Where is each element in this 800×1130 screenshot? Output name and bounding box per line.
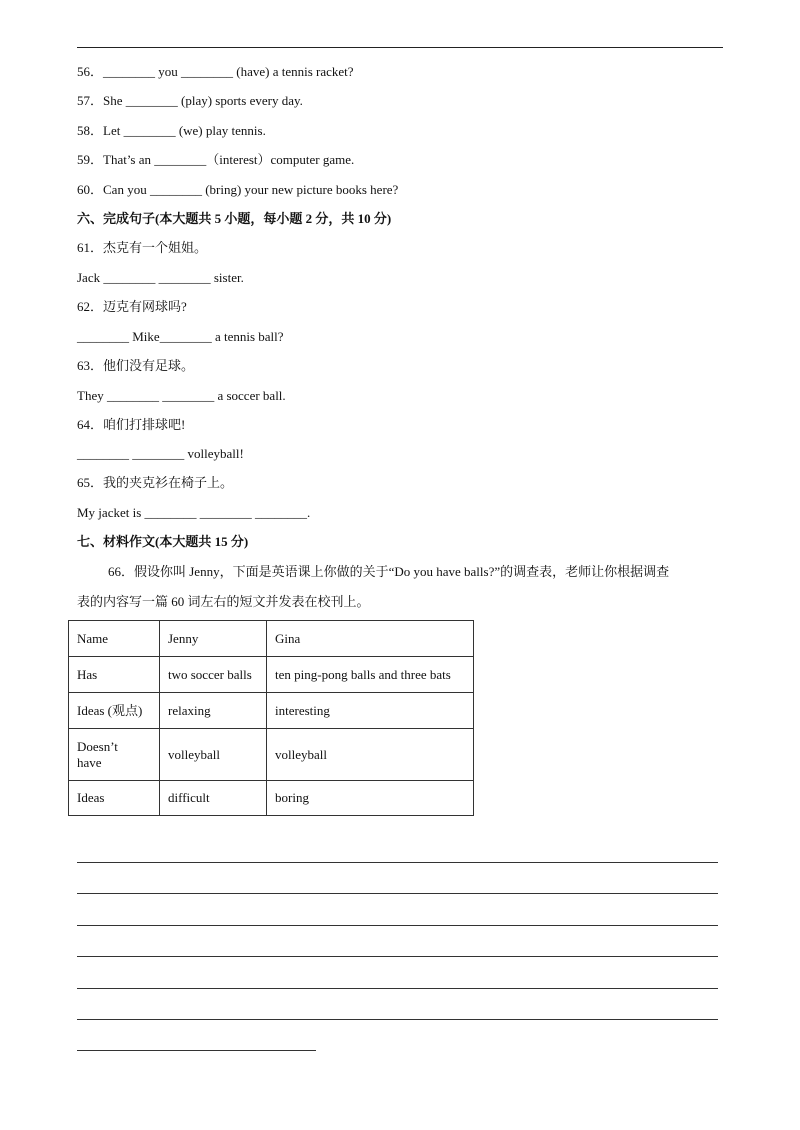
writing-line[interactable] — [77, 893, 718, 894]
writing-line[interactable] — [77, 862, 718, 863]
question-64-en: ________ ________ volleyball! — [77, 446, 244, 461]
table-cell: volleyball — [160, 729, 267, 781]
question-65-cn: 65．我的夹克衫在椅子上。 — [77, 475, 234, 490]
question-64-cn: 64．咱们打排球吧! — [77, 417, 186, 432]
writing-line-last[interactable] — [77, 1050, 316, 1051]
survey-table — [68, 620, 474, 816]
section-6-title: 六、完成句子(本大题共 5 小题，每小题 2 分，共 10 分) — [77, 211, 392, 226]
table-row — [69, 657, 474, 693]
table-cell: Name — [69, 621, 160, 657]
table-cell: ten ping-pong balls and three bats — [267, 657, 474, 693]
question-60: 60．Can you ________ (bring) your new picture books here? — [77, 182, 399, 197]
question-66-prompt-line1: 66．假设你叫 Jenny，下面是英语课上你做的关于“Do you have balls?”的调查表，老师让你根据调查 — [108, 564, 670, 579]
question-62-cn: 62．迈克有网球吗? — [77, 299, 187, 314]
question-63-cn: 63．他们没有足球。 — [77, 358, 195, 373]
question-58: 58．Let ________ (we) play tennis. — [77, 123, 266, 138]
question-66-prompt-line2: 表的内容写一篇 60 词左右的短文并发表在校刊上。 — [77, 594, 370, 609]
question-63-en: They ________ ________ a soccer ball. — [77, 388, 286, 403]
question-61-en: Jack ________ ________ sister. — [77, 270, 244, 285]
table-cell: relaxing — [160, 693, 267, 729]
table-row — [69, 781, 474, 816]
header-rule — [77, 47, 723, 48]
writing-line[interactable] — [77, 988, 718, 989]
table-cell: two soccer balls — [160, 657, 267, 693]
question-59: 59．That’s an ________（interest）computer game. — [77, 152, 355, 167]
table-cell: Doesn’t have — [69, 729, 160, 781]
writing-line[interactable] — [77, 1019, 718, 1020]
table-row — [69, 621, 474, 657]
section-7-title: 七、材料作文(本大题共 15 分) — [77, 534, 249, 549]
table-row — [69, 729, 474, 781]
writing-line[interactable] — [77, 956, 718, 957]
question-57: 57．She ________ (play) sports every day. — [77, 93, 303, 108]
question-62-en: ________ Mike________ a tennis ball? — [77, 329, 284, 344]
table-cell: boring — [267, 781, 474, 816]
table-cell: difficult — [160, 781, 267, 816]
table-cell: Ideas (观点) — [69, 693, 160, 729]
question-65-en: My jacket is ________ ________ ________. — [77, 505, 311, 520]
table-cell: Ideas — [69, 781, 160, 816]
table-cell: interesting — [267, 693, 474, 729]
table-row — [69, 693, 474, 729]
question-61-cn: 61．杰克有一个姐姐。 — [77, 240, 208, 255]
table-cell: Gina — [267, 621, 474, 657]
table-cell: volleyball — [267, 729, 474, 781]
writing-line[interactable] — [77, 925, 718, 926]
table-cell: Has — [69, 657, 160, 693]
question-56: 56．________ you ________ (have) a tennis racket? — [77, 64, 354, 79]
table-cell: Jenny — [160, 621, 267, 657]
